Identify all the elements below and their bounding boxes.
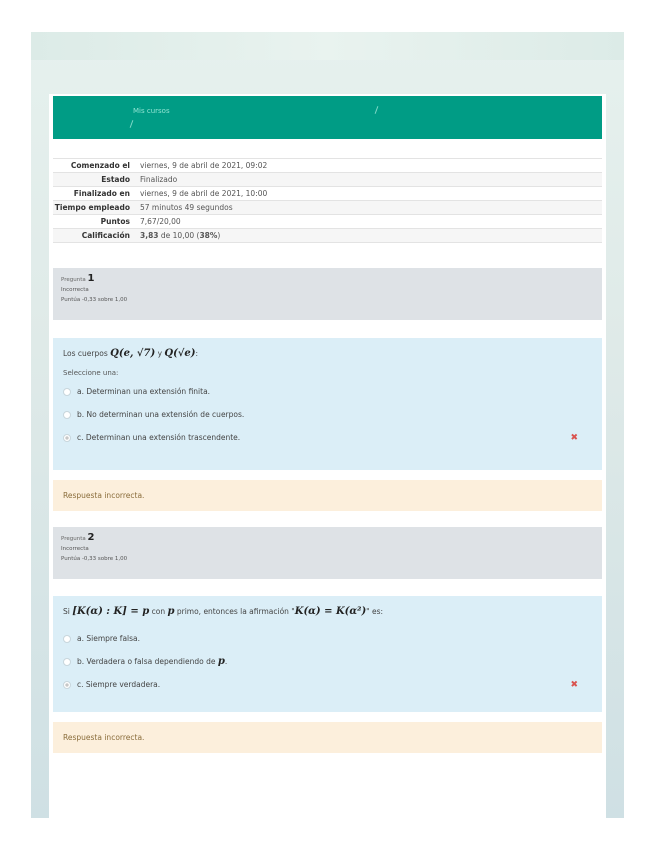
question-content — [53, 596, 602, 712]
question-text-part: y — [155, 349, 165, 358]
summary-row — [53, 229, 602, 243]
question-status: Incorrecta — [61, 546, 89, 552]
question-text-part: Los cuerpos — [63, 349, 111, 358]
summary-label: Comenzado el — [70, 161, 130, 170]
summary-value: Finalizado — [140, 175, 178, 184]
background-frame — [31, 32, 624, 818]
question-score: Puntúa -0,33 sobre 1,00 — [61, 556, 128, 562]
radio-button-selected[interactable] — [63, 681, 71, 689]
math-expression: p — [167, 606, 175, 617]
radio-button[interactable] — [63, 388, 71, 396]
question-label: Pregunta — [61, 277, 86, 283]
radio-button-selected[interactable] — [63, 434, 71, 442]
answer-option-text: b. Verdadera o falsa dependiendo de — [77, 657, 218, 666]
math-expression: p — [217, 656, 225, 667]
answer-option-label: a. Siempre falsa. — [77, 634, 141, 643]
answer-option-label: c. Siempre verdadera. — [77, 680, 161, 689]
grade-value: 3,83 — [140, 231, 159, 240]
summary-row — [53, 215, 602, 229]
answer-option-label: c. Determinan una extensión trascendente. — [77, 433, 241, 442]
question-info — [53, 527, 602, 579]
question-label: Pregunta — [61, 536, 86, 542]
answer-option-label: a. Determinan una extensión finita. — [77, 387, 211, 396]
answer-option[interactable] — [63, 673, 592, 696]
quiz-review-page — [49, 94, 606, 818]
answer-option-label: b. No determinan una extensión de cuerpos. — [77, 410, 245, 419]
answer-option-label — [77, 656, 227, 667]
question-text-part: Si — [63, 607, 73, 616]
answer-option[interactable] — [63, 426, 592, 449]
close-icon: ✖ — [570, 432, 578, 443]
math-expression: K(α) = K(α²) — [294, 606, 367, 617]
breadcrumb-separator — [375, 106, 379, 114]
radio-button[interactable] — [63, 411, 71, 419]
math-expression: [K(α) : K] = p — [72, 606, 150, 617]
summary-label: Calificación — [81, 231, 130, 240]
summary-value: 57 minutos 49 segundos — [140, 203, 233, 212]
top-bar — [31, 32, 624, 60]
answer-feedback: Respuesta incorrecta. — [53, 480, 602, 511]
question-text-part: primo, entonces la afirmación " — [174, 607, 295, 616]
question-text-part: con — [149, 607, 168, 616]
summary-value: 7,67/20,00 — [140, 217, 181, 226]
summary-label: Estado — [101, 175, 130, 184]
summary-value: viernes, 9 de abril de 2021, 10:00 — [140, 189, 268, 198]
summary-label: Tiempo empleado — [54, 203, 130, 212]
question-score: Puntúa -0,33 sobre 1,00 — [61, 297, 128, 303]
breadcrumb-mis-cursos[interactable]: Mis cursos — [133, 107, 170, 115]
radio-button[interactable] — [63, 635, 71, 643]
question-text — [63, 348, 592, 359]
answer-option[interactable] — [63, 650, 592, 673]
question-number-value: 2 — [87, 532, 95, 543]
summary-value: viernes, 9 de abril de 2021, 09:02 — [140, 161, 268, 170]
question-number — [61, 533, 594, 544]
attempt-summary-table — [53, 158, 602, 243]
question-info — [53, 268, 602, 320]
question-text-part: " es: — [366, 607, 384, 616]
question-content — [53, 338, 602, 470]
answer-option[interactable] — [63, 627, 592, 650]
summary-label: Finalizado en — [73, 189, 130, 198]
page-header-banner — [53, 96, 602, 139]
answer-feedback: Respuesta incorrecta. — [53, 722, 602, 753]
summary-row — [53, 201, 602, 215]
summary-row — [53, 187, 602, 201]
summary-value — [136, 229, 602, 243]
summary-row — [53, 159, 602, 173]
summary-label: Puntos — [100, 217, 130, 226]
close-icon: ✖ — [570, 679, 578, 690]
grade-max: de 10,00 ( — [158, 231, 200, 240]
math-expression: Q(e, √7) — [110, 348, 156, 359]
grade-close: ) — [217, 231, 221, 240]
answer-option[interactable] — [63, 403, 592, 426]
math-expression: Q(√e) — [164, 348, 196, 359]
question-number — [61, 274, 594, 285]
answer-prompt: Seleccione una: — [63, 369, 119, 377]
question-number-value: 1 — [87, 273, 95, 284]
answer-option-text: . — [224, 657, 228, 666]
question-text — [63, 606, 592, 617]
question-status: Incorrecta — [61, 287, 89, 293]
summary-row — [53, 173, 602, 187]
answer-option[interactable] — [63, 380, 592, 403]
question-text-part: : — [195, 349, 199, 358]
grade-percent: 38% — [199, 231, 218, 240]
breadcrumb-separator — [130, 120, 134, 128]
radio-button[interactable] — [63, 658, 71, 666]
